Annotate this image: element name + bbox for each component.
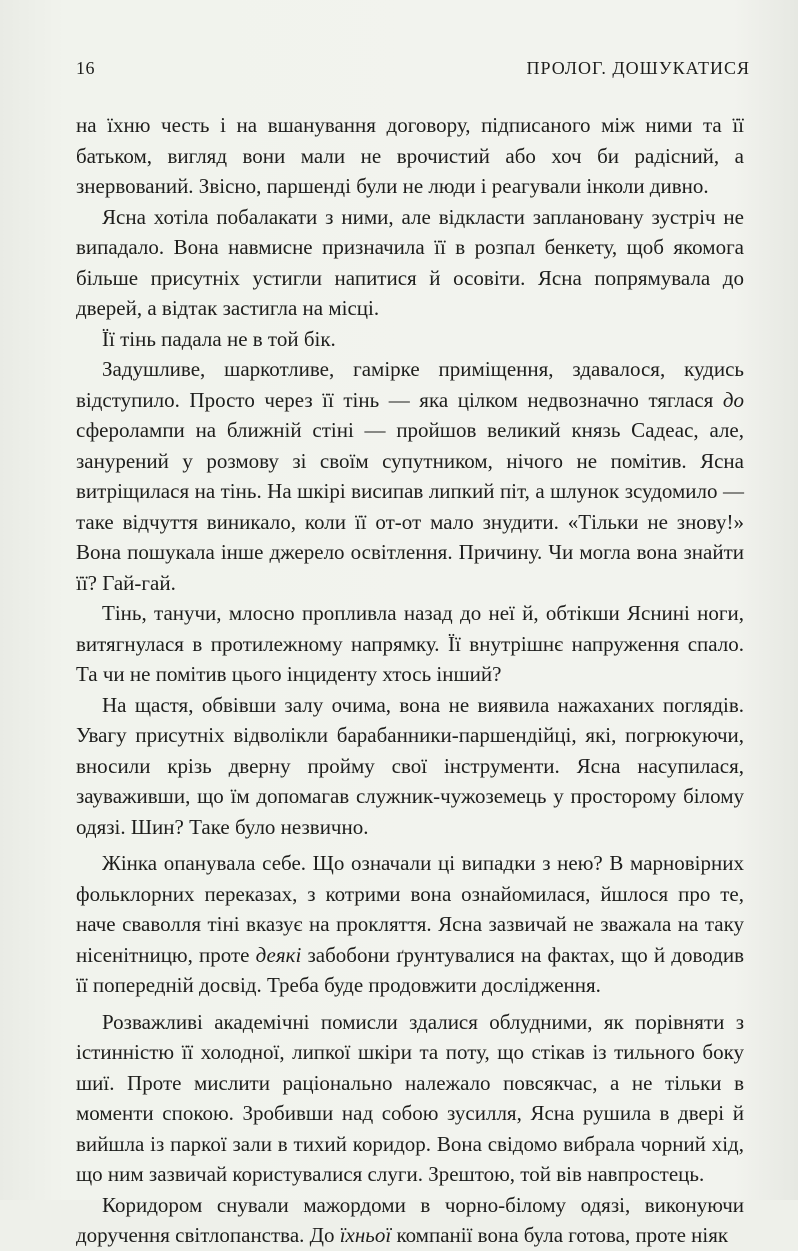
page-number: 16 (76, 58, 95, 78)
body-text (76, 110, 744, 1251)
text-run: Розважливі академічні помисли здалися облудними, як порівняти з істинністю її холодної, липкої шкіри та поту, що стікав із тильного боку шиї. Проте мислити раціонально належало повсякчас, а не тільки в моменти спокою. Зробивши над собою зусилля, Ясна рушила в двері й вийшла із паркої зали в тихий коридор. Вона свідомо вибрала чорний хід, що ним зазвичай користувалися слуги. Зрештою, той вів навпростець. (76, 1009, 744, 1186)
paragraph (76, 1190, 744, 1251)
text-run: Тінь, танучи, млосно пропливла назад до неї й, обтікши Яснині ноги, витягнулася в протилежному напрямку. Її внутрішнє напруження спало. Та чи не помітив цього інциденту хтось інший? (76, 601, 744, 686)
paragraph (76, 354, 744, 598)
italic-text: їхньої (339, 1223, 392, 1247)
text-run: Задушливе, шаркотливе, гамірке приміщення, здавалося, кудись відступило. Просто через її тінь — яка цілком недвозначно тяглася (76, 357, 744, 412)
paragraph (76, 1007, 744, 1190)
text-run: Коридором снували мажордоми в чорно-білому одязі, виконуючи доручення світлопанства. До (76, 1192, 744, 1247)
text-run: Жінка опанувала себе. Що означали ці випадки з нею? В марновірних фольклорних переказах, з котрими вона ознайомилася, йшлося про те, наче сваволля тіні вказує на прокляття. Ясна зазвичай не зважала на таку нісенітницю, проте (76, 851, 744, 967)
running-title: ПРОЛОГ. ДОШУКАТИСЯ (526, 58, 750, 78)
text-run: Ясна хотіла побалакати з ними, але відкласти заплановану зустріч не випадало. Вона навмисне призначила її в розпал бенкету, щоб якомога більше присутніх устигли напитися й осовіти. Ясна попрямувала до дверей, а відтак застигла на місці. (76, 204, 744, 320)
italic-text: до (722, 387, 744, 412)
text-run: сферолампи на ближній стіні — пройшов великий князь Садеас, але, занурений у розмову зі своїм супутником, нічого не помітив. Ясна витріщилася на тінь. На шкірі висипав липкий піт, а шлунок зсудомило — таке відчуття виникало, коли її от-от мало знудити. «Тільки не знову!» Вона пошукала інше джерело освітлення. Причину. Чи могла вона знайти її? Гай-гай. (76, 418, 744, 595)
paragraph (76, 202, 744, 324)
text-run: забобони ґрунтувалися на фактах, що й доводив її попередній досвід. Треба буде продовжити дослідження. (76, 942, 744, 997)
paragraph (76, 110, 744, 202)
text-run: компанії вона була готова, проте ніяк (391, 1223, 729, 1247)
italic-text: деякі (255, 942, 302, 967)
text-run: на їхню честь і на вшанування договору, підписаного між ними та її батьком, вигляд вони мали не врочистий або хоч би радісний, а знервований. Звісно, паршенді були не люди і реагували інколи дивно. (76, 113, 744, 198)
paragraph (76, 848, 744, 1001)
text-run: На щастя, обвівши залу очима, вона не виявила нажаханих поглядів. Увагу присутніх відволікли барабанники-паршендійці, які, погрюкуючи, вносили крізь дверну пройму свої інструменти. Ясна насупилася, зауваживши, що їм допомагав служник-чужоземець у просторому білому одязі. Шин? Таке було незвично. (76, 692, 744, 839)
paragraph (76, 324, 744, 355)
paragraph (76, 598, 744, 690)
text-run: Її тінь падала не в той бік. (102, 326, 336, 351)
paragraph (76, 690, 744, 843)
